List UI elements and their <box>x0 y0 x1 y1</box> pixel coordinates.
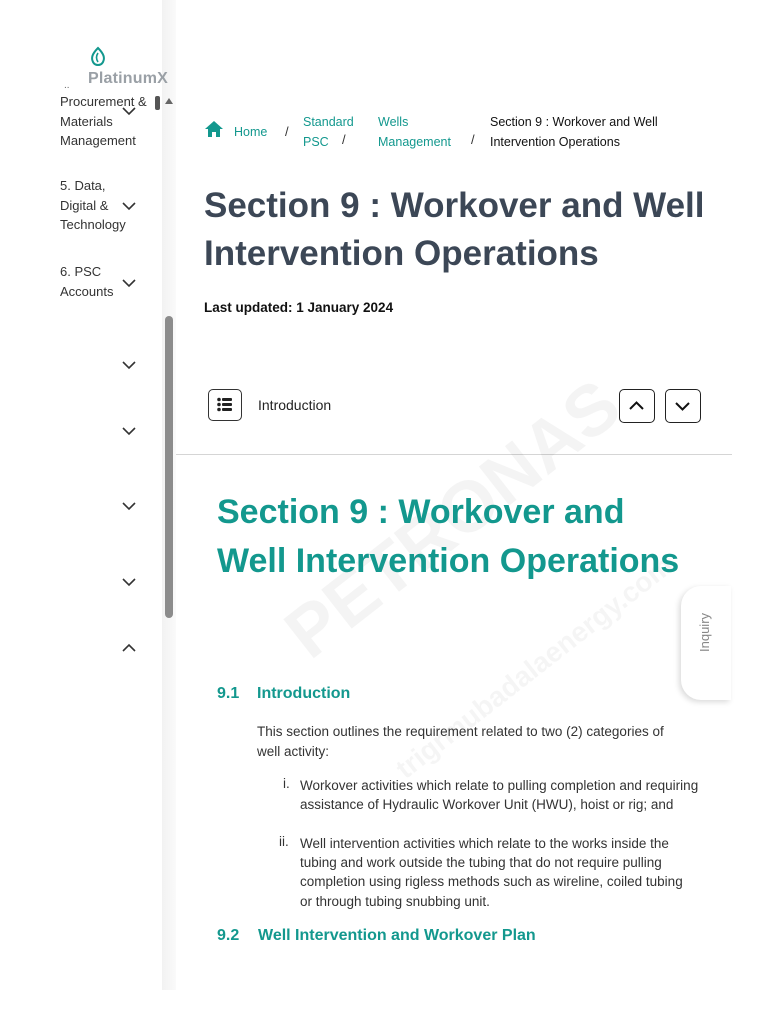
breadcrumb-separator: / <box>471 132 475 147</box>
breadcrumb-home[interactable]: Home <box>234 125 268 139</box>
sidebar-item-label: 6. PSC Accounts <box>60 264 114 299</box>
sidebar-scrollbar-thumb[interactable] <box>165 316 173 618</box>
section-number: 9.2 <box>217 927 240 944</box>
chevron-down-icon[interactable] <box>121 360 137 372</box>
last-updated: Last updated: 1 January 2024 <box>204 300 394 315</box>
page-title: Section 9 : Workover and Well Intervention Operations <box>204 186 705 273</box>
scroll-up-arrow-icon[interactable] <box>164 92 174 110</box>
section-number: 9.1 <box>217 685 240 702</box>
breadcrumb-separator: / <box>342 132 346 147</box>
chevron-down-icon[interactable] <box>121 426 137 438</box>
list-marker: i. <box>283 776 290 791</box>
table-of-contents-button[interactable] <box>208 389 242 421</box>
next-section-button[interactable] <box>665 389 701 423</box>
section-title: Introduction <box>257 685 351 702</box>
sidebar-ellipsis: .. <box>64 80 70 91</box>
breadcrumb-current: Section 9 : Workover and Well Intervention Operations <box>490 115 658 149</box>
inquiry-label[interactable]: Inquiry <box>697 612 712 652</box>
chevron-down-icon[interactable] <box>121 201 137 213</box>
divider <box>176 454 732 455</box>
chevron-down-icon[interactable] <box>121 106 137 118</box>
intro-paragraph: This section outlines the requirement related to two (2) categories of well activity: <box>257 724 664 759</box>
breadcrumb-standard-psc[interactable]: Standard PSC <box>303 115 354 149</box>
section-heading <box>217 927 536 945</box>
list-item: Well intervention activities which relate to the works inside the tubing and work outside the tubing that do not require pulling completion using rigless methods such as wireline, coiled tubing or through tubing snubbing unit. <box>300 836 683 909</box>
sidebar-item-label: Procurement & Materials Management <box>60 94 147 148</box>
sidebar-item-procurement[interactable] <box>60 92 156 151</box>
sidebar-mini-scrollbar[interactable] <box>155 96 160 110</box>
list-icon <box>209 390 240 419</box>
toc-current-section: Introduction <box>258 397 332 413</box>
content-title: Section 9 : Workover and Well Intervention Operations <box>217 493 680 580</box>
breadcrumb-separator: / <box>285 124 289 139</box>
breadcrumb-wells-management[interactable]: Wells Management <box>378 115 451 149</box>
list-marker: ii. <box>279 834 289 849</box>
chevron-down-icon <box>666 390 699 421</box>
list-item: Workover activities which relate to pulling completion and requiring assistance of Hydraulic Workover Unit (HWU), hoist or rig; and <box>300 778 699 813</box>
chevron-down-icon[interactable] <box>121 501 137 513</box>
petronas-logo-icon <box>88 46 108 70</box>
section-title: Well Intervention and Workover Plan <box>258 927 536 944</box>
chevron-down-icon[interactable] <box>121 278 137 290</box>
brand-name: PlatinumX <box>88 70 169 87</box>
sidebar-item-label: 5. Data, Digital & Technology <box>60 178 126 232</box>
chevron-up-icon[interactable] <box>121 643 137 655</box>
home-icon[interactable] <box>204 120 224 138</box>
section-heading <box>217 685 350 703</box>
chevron-down-icon[interactable] <box>121 577 137 589</box>
